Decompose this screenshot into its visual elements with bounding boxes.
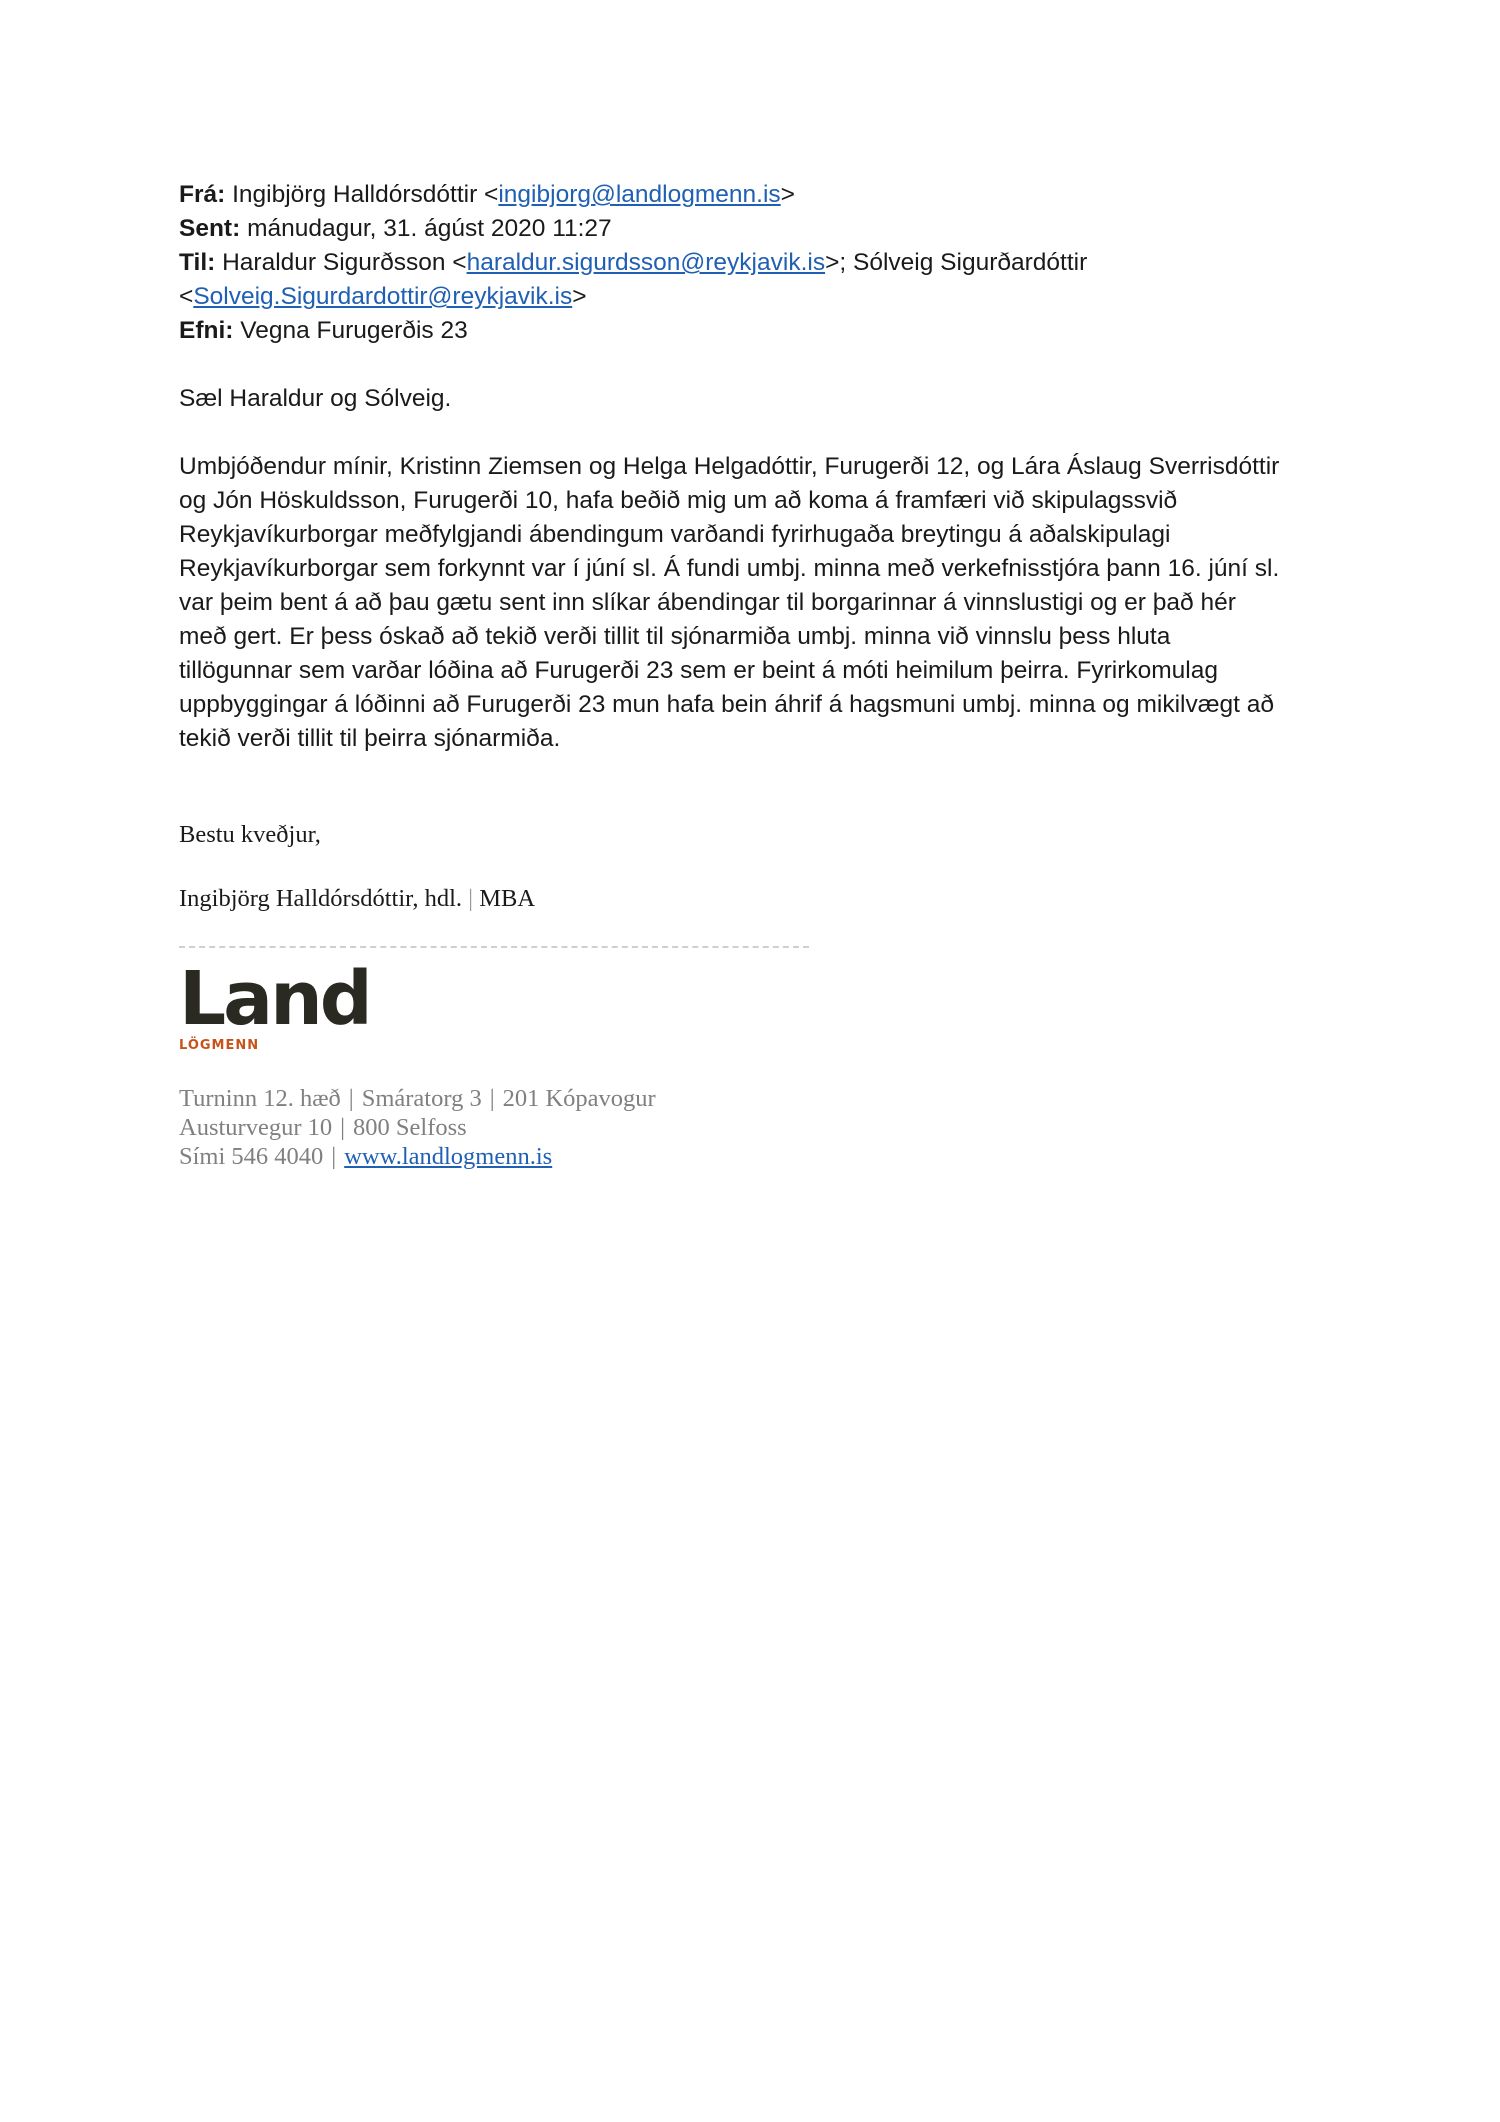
subject-label: Efni:	[179, 317, 234, 344]
company-address	[179, 1084, 1339, 1171]
body-line: Reykjavíkurborgar meðfylgjandi ábendingum varðandi fyrirhugaða breytingu á aðalskipulagi	[179, 521, 1171, 548]
address-phone: Sími 546 4040	[179, 1143, 324, 1170]
to-email-link-1[interactable]: haraldur.sigurdsson@reykjavik.is	[466, 249, 826, 276]
signature-separator: |	[468, 885, 474, 912]
subject-value: Vegna Furugerðis 23	[240, 317, 468, 344]
body-line: með gert. Er þess óskað að tekið verði tillit til sjónarmiða umbj. minna við vinnslu þess hluta	[179, 623, 1171, 650]
to-label: Til:	[179, 249, 216, 276]
greeting: Sæl Haraldur og Sólveig.	[179, 385, 452, 412]
to-line: Til: Haraldur Sigurðsson <haraldur.sigurdsson@reykjavik.is>; Sólveig Sigurðardóttir <Solveig.Sigurdardottir@reykjavik.is>	[179, 249, 1088, 310]
subject-line	[179, 314, 1339, 348]
signature-title: MBA	[479, 885, 536, 912]
sent-value: mánudagur, 31. ágúst 2020 11:27	[247, 215, 612, 242]
from-line: Frá: Ingibjörg Halldórsdóttir <ingibjorg@landlogmenn.is>	[179, 181, 795, 208]
address-line-2	[179, 1113, 1339, 1142]
message-body	[179, 450, 1339, 756]
address-line-1	[179, 1084, 1339, 1113]
address-building: Turninn 12. hæð	[179, 1085, 341, 1112]
address-pipe: |	[348, 1085, 354, 1112]
to-name-1: Haraldur Sigurðsson	[222, 249, 446, 276]
sent-line	[179, 212, 1339, 246]
address-pipe: |	[331, 1143, 337, 1170]
website-link[interactable]: www.landlogmenn.is	[344, 1143, 553, 1170]
from-email-link[interactable]: ingibjorg@landlogmenn.is	[498, 181, 781, 208]
signature-name: Ingibjörg Halldórsdóttir, hdl.	[179, 885, 463, 912]
body-line: tillögunnar sem varðar lóðina að Furugerði 23 sem er beint á móti heimilum þeirra. Fyrirkomulag	[179, 657, 1218, 684]
email-document	[179, 178, 1339, 1171]
address-city-2: 800 Selfoss	[353, 1114, 467, 1141]
body-line: var þeim bent á að þau gætu sent inn slíkar ábendingar til borgarinnar á vinnslustigi og er það hér	[179, 589, 1236, 616]
address-street-2: Austurvegur 10	[179, 1114, 333, 1141]
signature	[179, 882, 1339, 916]
sent-label: Sent:	[179, 215, 241, 242]
address-pipe: |	[489, 1085, 495, 1112]
body-line: tekið verði tillit til þeirra sjónarmiða.	[179, 725, 561, 752]
to-name-2: Sólveig Sigurðardóttir	[853, 249, 1088, 276]
body-line: uppbyggingar á lóðinni að Furugerði 23 mun hafa bein áhrif á hagsmuni umbj. minna og mikilvægt að	[179, 691, 1274, 718]
body-line: Umbjóðendur mínir, Kristinn Ziemsen og Helga Helgadóttir, Furugerði 12, og Lára Áslaug Sverrisdóttir	[179, 453, 1280, 480]
logo-subtitle: LÖGMENN	[179, 1038, 260, 1053]
address-pipe: |	[340, 1114, 346, 1141]
from-label: Frá:	[179, 181, 226, 208]
logo-wordmark: Land	[179, 956, 370, 1042]
signature-divider	[179, 946, 809, 948]
address-line-3	[179, 1142, 1339, 1171]
address-city: 201 Kópavogur	[502, 1085, 656, 1112]
body-line: Reykjavíkurborgar sem forkynnt var í júní sl. Á fundi umbj. minna með verkefnisstjóra þann 16. júní sl.	[179, 555, 1280, 582]
closing: Bestu kveðjur,	[179, 821, 321, 848]
to-email-link-2[interactable]: Solveig.Sigurdardottir@reykjavik.is	[193, 283, 573, 310]
body-line: og Jón Höskuldsson, Furugerði 10, hafa beðið mig um að koma á framfæri við skipulagssvið	[179, 487, 1178, 514]
from-name: Ingibjörg Halldórsdóttir	[232, 181, 478, 208]
address-street: Smáratorg 3	[361, 1085, 482, 1112]
company-logo	[179, 956, 1339, 1062]
email-header	[179, 178, 1339, 348]
